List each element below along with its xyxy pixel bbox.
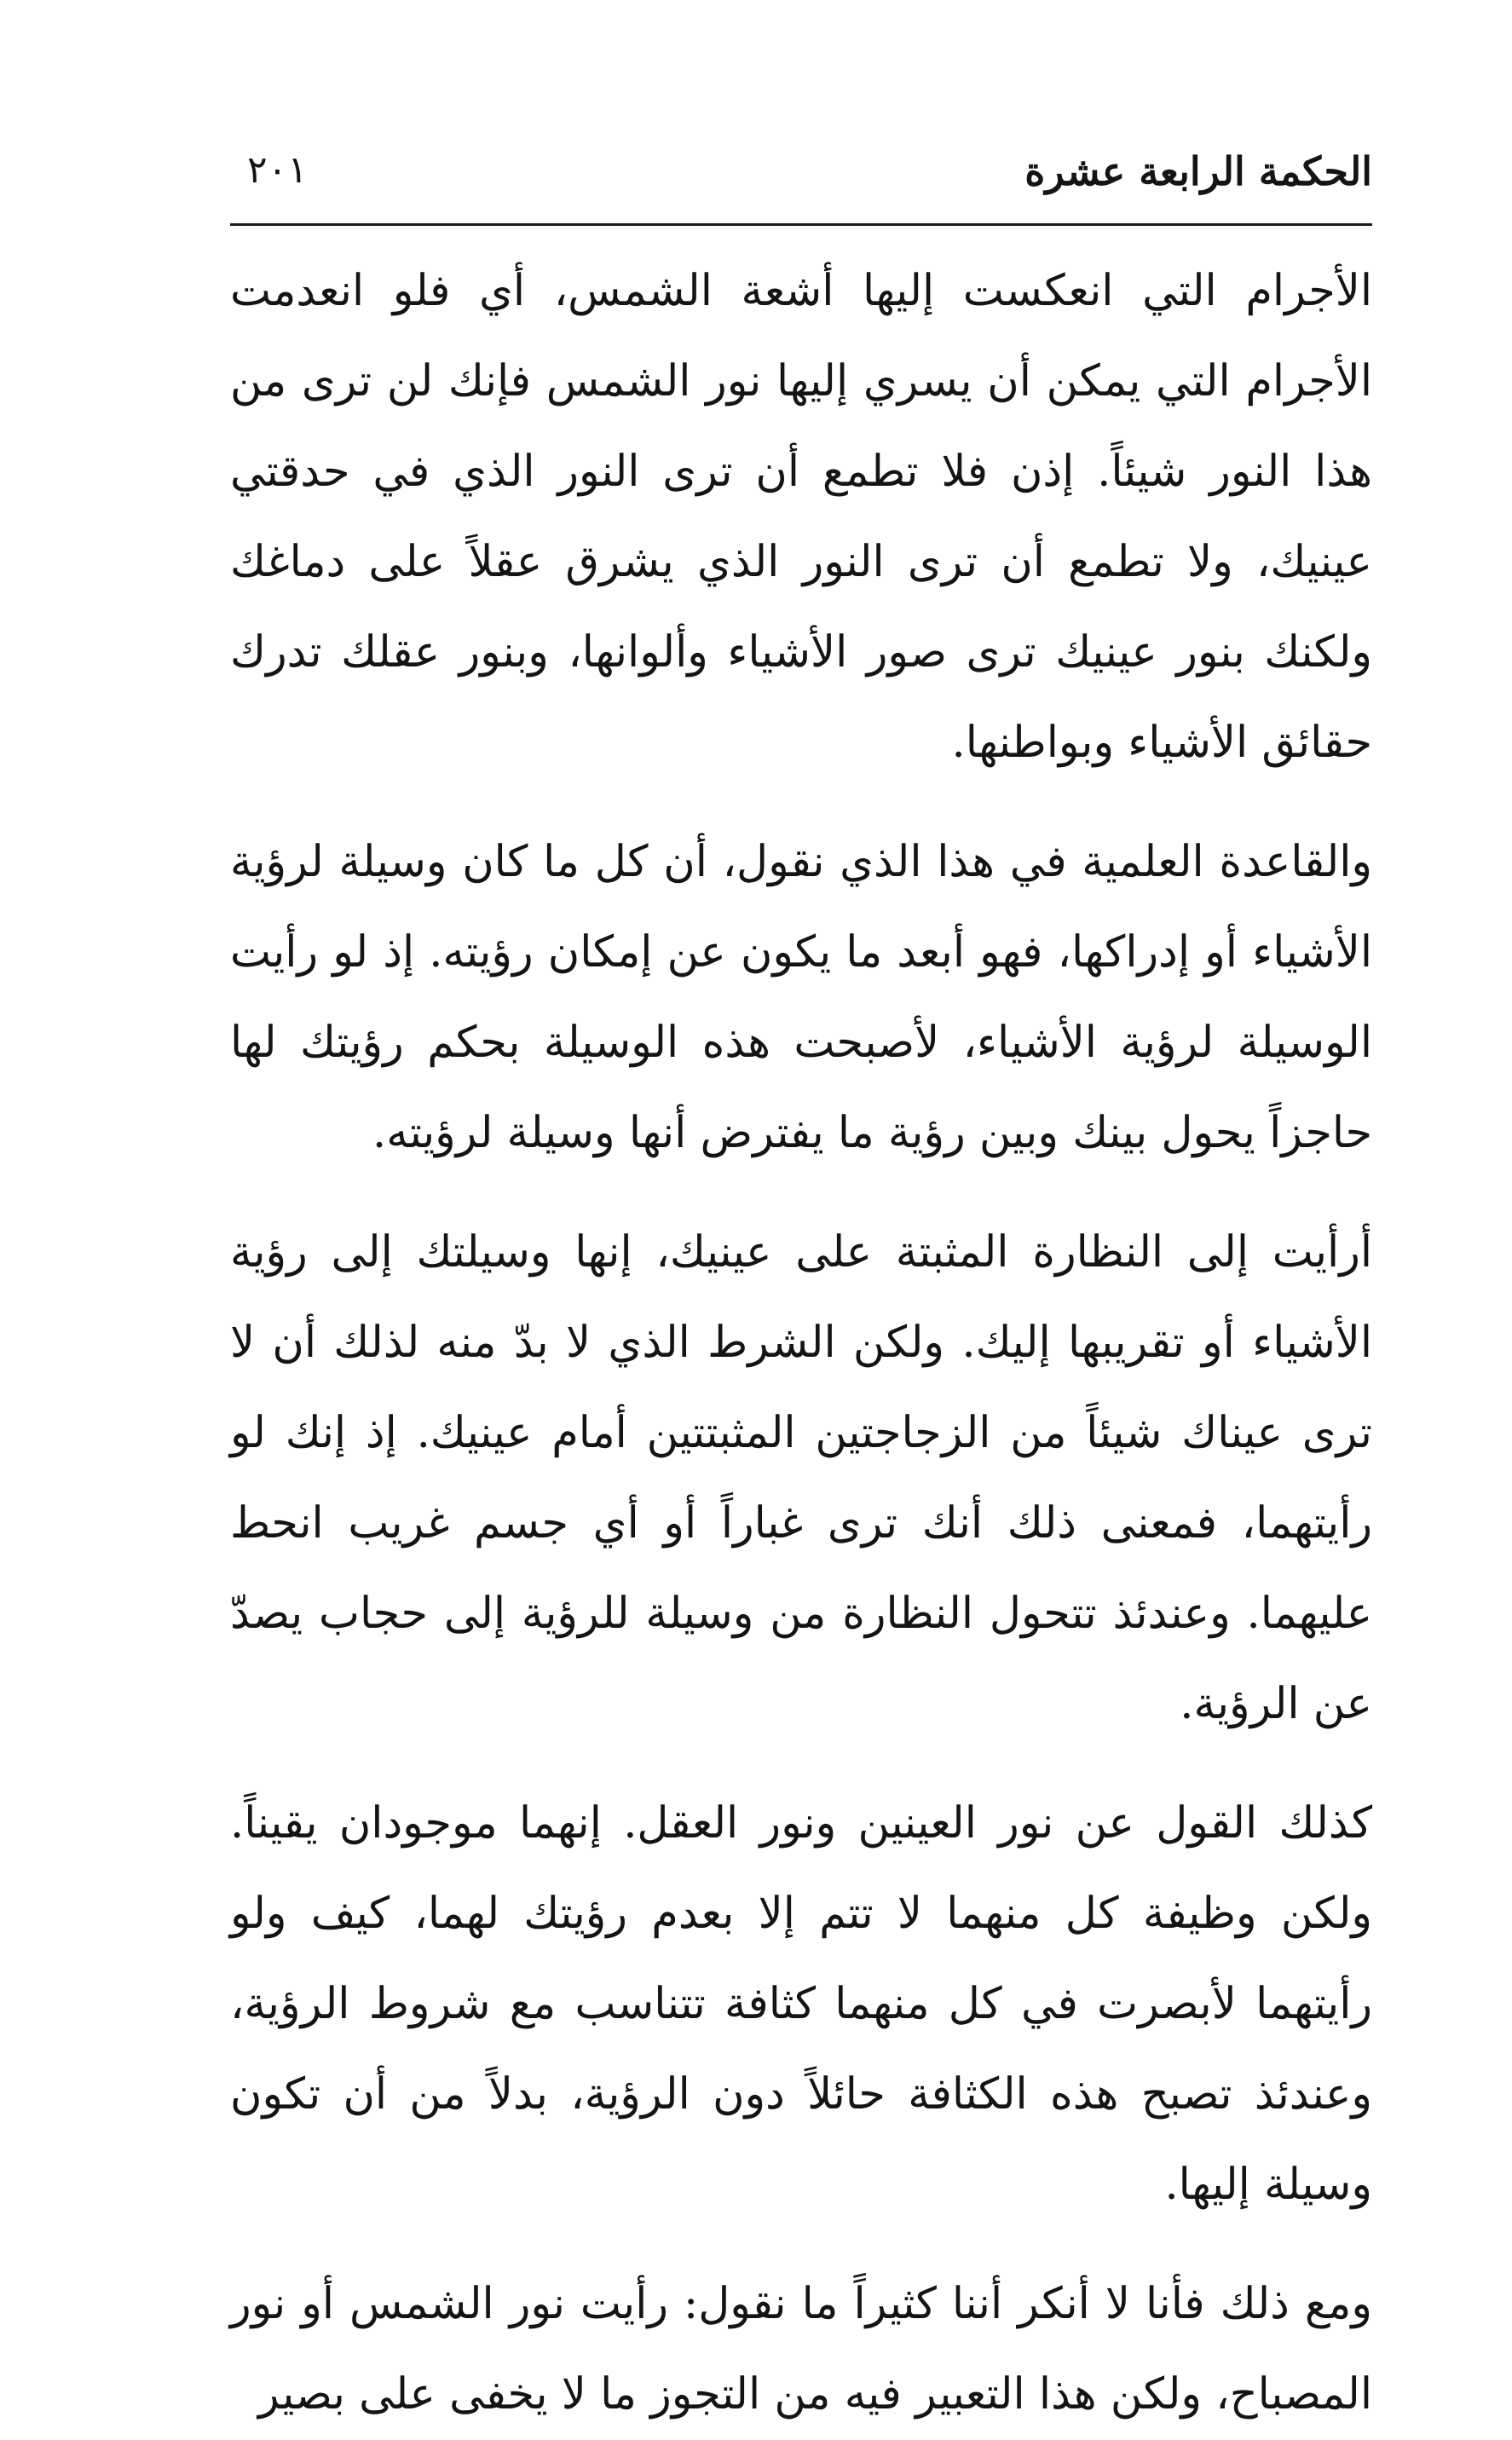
- paragraph: ومع ذلك فأنا لا أنكر أننا كثيراً ما نقول: رأيت نور الشمس أو نور المصباح، ولكن هذا التعبير فيه من التجوز ما لا يخفى على بصير: [230, 2279, 1372, 2420]
- page-body: [230, 226, 1372, 2440]
- paragraph: والقاعدة العلمية في هذا الذي نقول، أن كل ما كان وسيلة لرؤية الأشياء أو إدراكها، فهو أبعد ما يكون عن إمكان رؤيته. إذ لو رأيت الوسيلة لرؤية الأشياء، لأصبحت هذه الوسيلة بحكم رؤيتك لها حاجزاً يحول بينك وبين رؤية ما يفترض أنها وسيلة لرؤيته.: [230, 837, 1372, 1158]
- page-header: [230, 145, 1372, 226]
- page-number: ٢٠١: [247, 148, 308, 192]
- running-title: الحكمة الرابعة عشرة: [1024, 148, 1372, 194]
- paragraph: كذلك القول عن نور العينين ونور العقل. إنهما موجودان يقيناً. ولكن وظيفة كل منهما لا تتم إلا بعدم رؤيتك لهما، كيف ولو رأيتهما لأبصرت في كل منهما كثافة تتناسب مع شروط الرؤية، وعندئذ تصبح هذه الكثافة حائلاً دون الرؤية، بدلاً من أن تكون وسيلة إليها.: [230, 1798, 1372, 2210]
- paragraph: الأجرام التي انعكست إليها أشعة الشمس، أي فلو انعدمت الأجرام التي يمكن أن يسري إليها نور الشمس فإنك لن ترى من هذا النور شيئاً. إذن فلا تطمع أن ترى النور الذي في حدقتي عينيك، ولا تطمع أن ترى النور الذي يشرق عقلاً على دماغك ولكنك بنور عينيك ترى صور الأشياء وألوانها، وبنور عقلك تدرك حقائق الأشياء وبواطنها.: [230, 266, 1372, 768]
- book-page: [230, 145, 1372, 2420]
- paragraph: أرأيت إلى النظارة المثبتة على عينيك، إنها وسيلتك إلى رؤية الأشياء أو تقريبها إليك. ولكن الشرط الذي لا بدّ منه لذلك أن لا ترى عيناك شيئاً من الزجاجتين المثبتتين أمام عينيك. إذ إنك لو رأيتهما، فمعنى ذلك أنك ترى غباراً أو أي جسم غريب انحط عليهما. وعندئذ تتحول النظارة من وسيلة للرؤية إلى حجاب يصدّ عن الرؤية.: [230, 1227, 1372, 1729]
